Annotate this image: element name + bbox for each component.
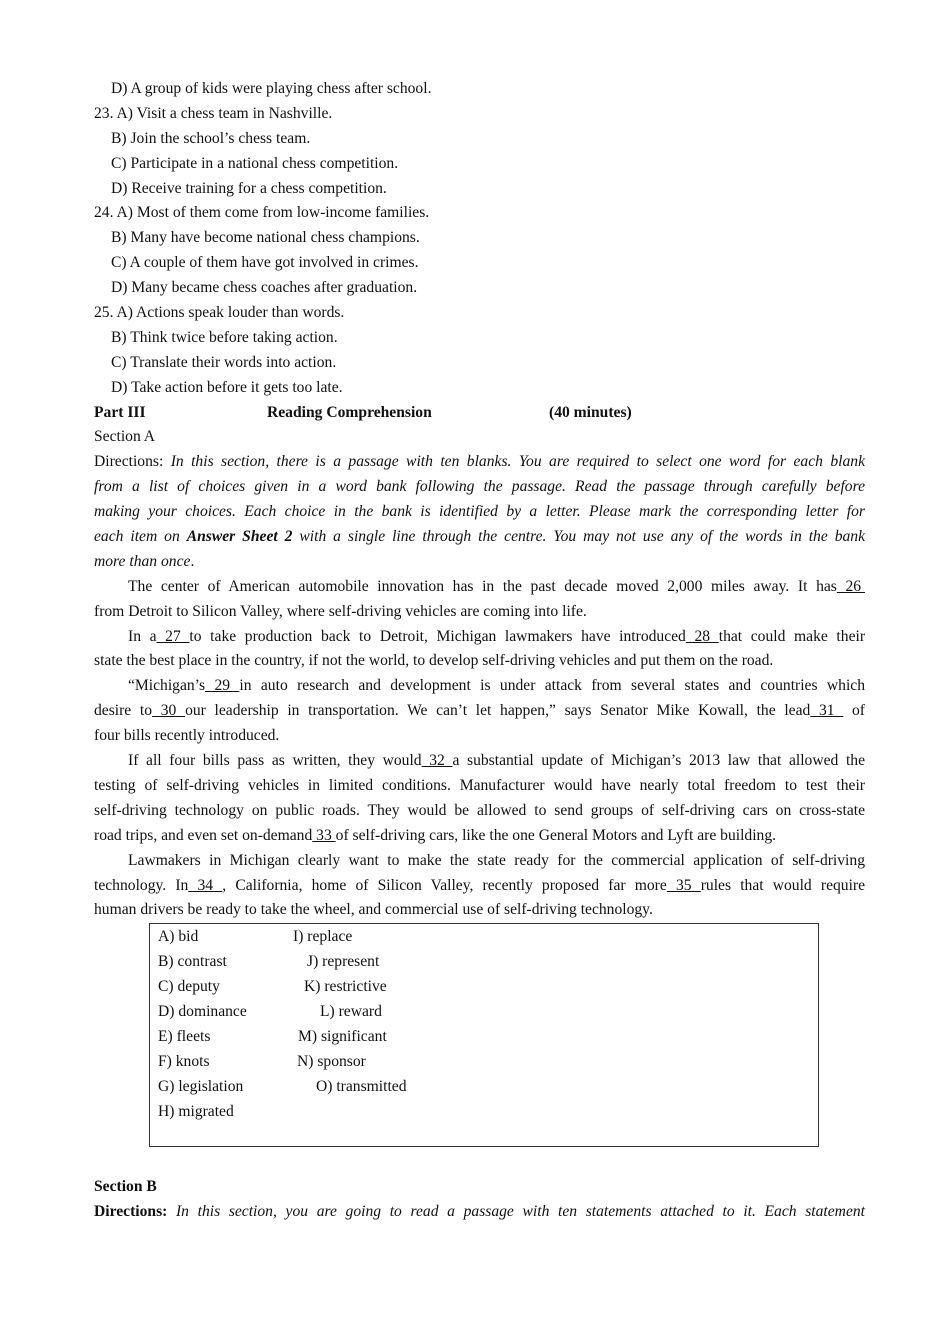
part-title: Reading Comprehension (267, 403, 432, 421)
part-label: Part III (94, 403, 146, 421)
word-bank (149, 923, 819, 1147)
word-bank-item: A) bid (158, 928, 199, 946)
passage-line: road trips, and even set on-demand 33 of self-driving cars, like the one General Motors and Lyft are building. (94, 826, 777, 844)
passage-line: If all four bills pass as written, they would 32 a substantial update of Michigan’s 2013 law that allowed the (128, 752, 865, 770)
section-a-heading: Section A (94, 428, 156, 446)
q25-option-c: C) Translate their words into action. (111, 353, 337, 371)
word-bank-item: M) significant (298, 1027, 387, 1045)
passage-line: technology. In 34 , California, home of Silicon Valley, recently proposed far more 35 rules that would require (94, 876, 866, 894)
part-header (94, 401, 865, 426)
section-a-directions-line: Directions: In this section, there is a passage with ten blanks. You are required to select one word for each blank (94, 453, 865, 471)
word-bank-item: F) knots (158, 1052, 210, 1070)
word-bank-item: I) replace (293, 928, 353, 946)
passage-line: The center of American automobile innovation has in the past decade moved 2,000 miles away. It has 26 (128, 577, 865, 595)
section-a-directions-line: from a list of choices given in a word bank following the passage. Read the passage through carefully before (94, 478, 865, 496)
blank-29[interactable]: 29 (205, 677, 240, 695)
q25-option-b: B) Think twice before taking action. (111, 328, 338, 346)
q22-option-d: D) A group of kids were playing chess after school. (111, 80, 432, 97)
word-bank-item: J) represent (307, 953, 380, 971)
blank-34[interactable]: 34 (188, 876, 223, 894)
q23-option-a: 23. A) Visit a chess team in Nashville. (94, 104, 333, 122)
q24-option-b: B) Many have become national chess champions. (111, 229, 420, 247)
word-bank-right-column (293, 925, 407, 1099)
word-bank-left-column (158, 925, 247, 1124)
q24-option-a: 24. A) Most of them come from low-income families. (94, 204, 430, 222)
word-bank-item: K) restrictive (304, 978, 387, 996)
q23-option-c: C) Participate in a national chess competition. (111, 154, 399, 172)
word-bank-item: G) legislation (158, 1077, 244, 1095)
passage-line: Lawmakers in Michigan clearly want to make the state ready for the commercial application of self-driving (128, 851, 865, 869)
section-a-directions-line: more than once. (94, 552, 195, 570)
blank-35[interactable]: 35 (666, 876, 701, 894)
passage-line: “Michigan’s 29 in auto research and development is under attack from several states and countries which (128, 677, 865, 695)
passage-line: In a 27 to take production back to Detroit, Michigan lawmakers have introduced 28 that could make their (128, 627, 866, 645)
section-a-directions-line: making your choices. Each choice in the bank is identified by a letter. Please mark the corresponding letter for (94, 503, 865, 521)
word-bank-item: C) deputy (158, 978, 220, 996)
exam-page (94, 77, 865, 1225)
q24-option-c: C) A couple of them have got involved in crimes. (111, 254, 419, 272)
word-bank-item: O) transmitted (316, 1077, 407, 1095)
blank-30[interactable]: 30 (152, 702, 186, 720)
passage-line: state the best place in the country, if not the world, to develop self-driving vehicles and put them on the road. (94, 652, 774, 670)
blank-26[interactable]: 26 (836, 577, 865, 595)
q23-option-b: B) Join the school’s chess team. (111, 129, 311, 147)
passage-line: desire to 30 our leadership in transportation. We can’t let happen,” says Senator Mike Kowall, the lead 31 of (94, 702, 866, 720)
blank-28[interactable]: 28 (685, 627, 719, 645)
blank-31[interactable]: 31 (810, 702, 844, 720)
section-a-directions-line: each item on Answer Sheet 2 with a single line through the centre. You may not use any of the words in the bank (94, 528, 866, 546)
word-bank-item: H) migrated (158, 1102, 234, 1120)
section-b-directions-line: Directions: In this section, you are going to read a passage with ten statements attached to it. Each statement (94, 1203, 865, 1221)
passage-line: self-driving technology on public roads. They would be allowed to send groups of self-driving cars on cross-state (94, 801, 865, 819)
q25-option-d: D) Take action before it gets too late. (111, 378, 343, 396)
blank-27[interactable]: 27 (156, 627, 190, 645)
section-b-heading: Section B (94, 1178, 157, 1196)
passage-line: testing of self-driving vehicles in limited conditions. Manufacturer would have nearly total freedom to test their (94, 776, 865, 794)
word-bank-item: D) dominance (158, 1002, 247, 1020)
part-time: (40 minutes) (549, 403, 632, 421)
word-bank-item: E) fleets (158, 1027, 211, 1045)
word-bank-wrapper (94, 923, 865, 1175)
word-bank-item: L) reward (320, 1002, 382, 1020)
blank-32[interactable]: 32 (421, 752, 453, 770)
passage-line: from Detroit to Silicon Valley, where self-driving vehicles are coming into life. (94, 602, 587, 620)
word-bank-item: N) sponsor (297, 1052, 366, 1070)
blank-33[interactable]: 33 (312, 826, 336, 844)
word-bank-item: B) contrast (158, 953, 227, 971)
passage-line: human drivers be ready to take the wheel, and commercial use of self-driving technology. (94, 901, 653, 919)
q25-option-a: 25. A) Actions speak louder than words. (94, 304, 345, 322)
q23-option-d: D) Receive training for a chess competition. (111, 179, 387, 197)
passage-line: four bills recently introduced. (94, 727, 280, 745)
q24-option-d: D) Many became chess coaches after graduation. (111, 279, 418, 297)
